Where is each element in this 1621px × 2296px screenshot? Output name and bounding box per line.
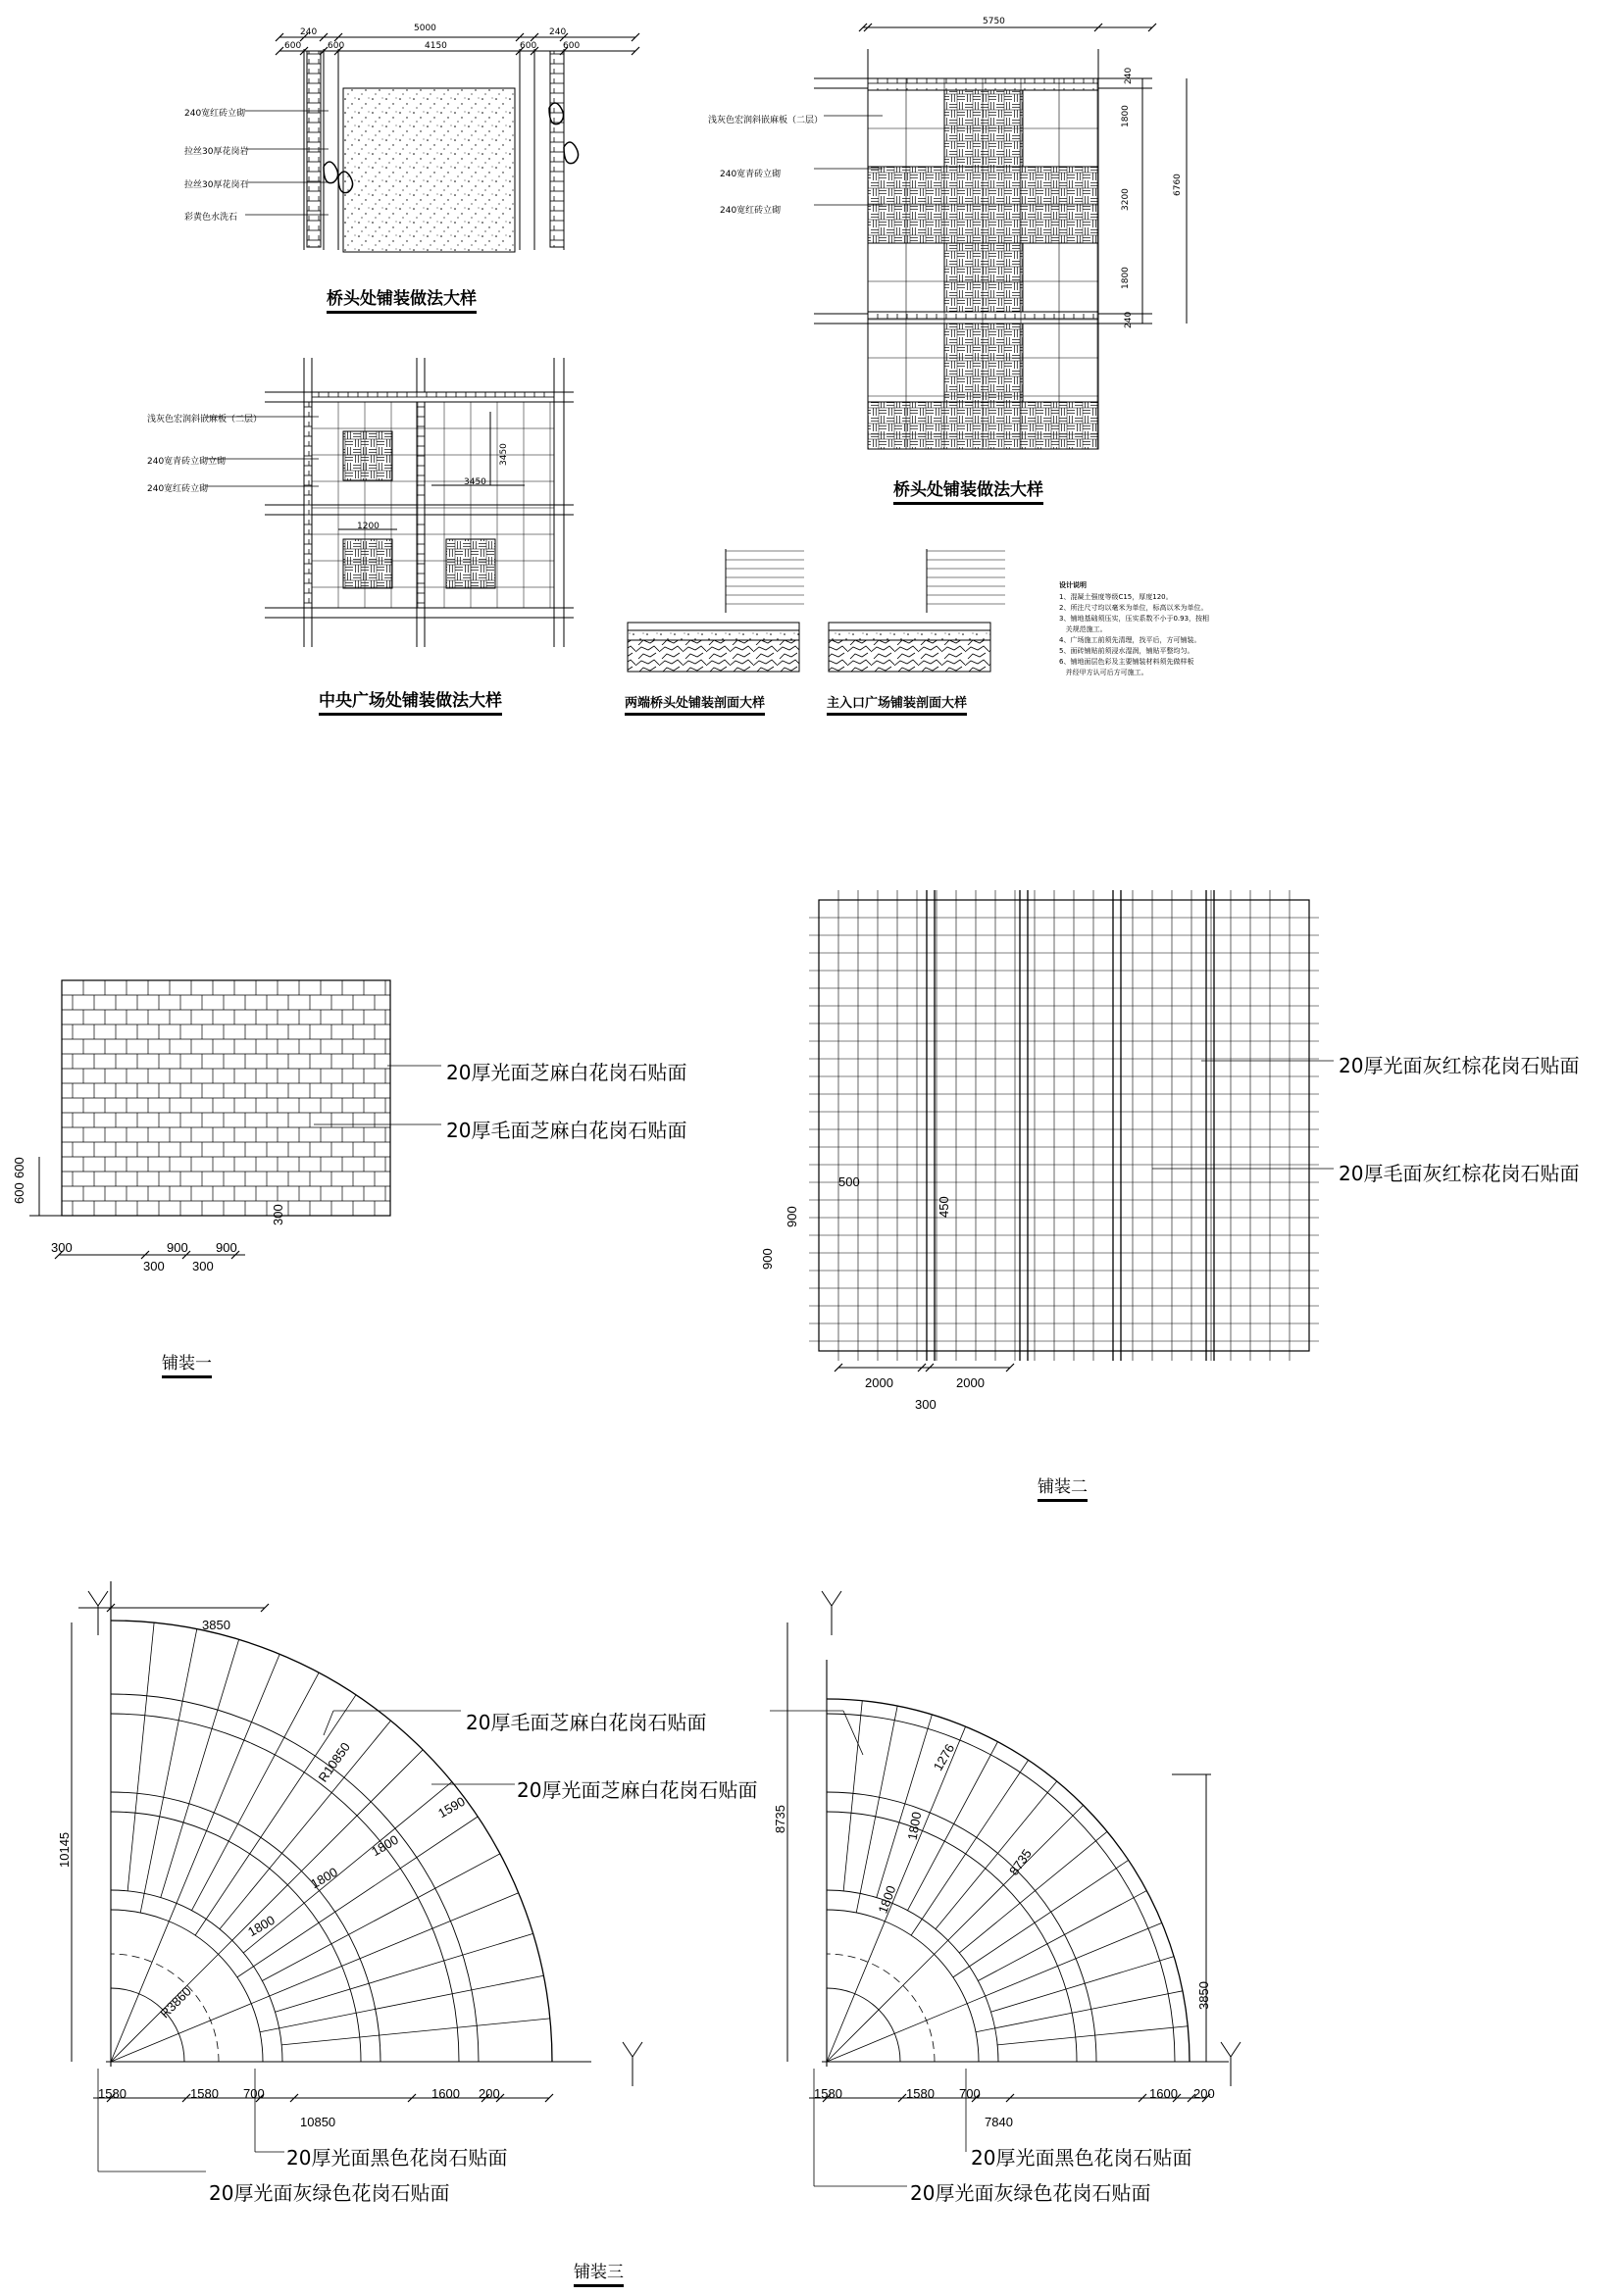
pattern1-dim-v600a: 600 (12, 1182, 26, 1204)
detail-a-dim-600a: 600 (284, 41, 302, 51)
pattern1-dim-h300b: 300 (143, 1259, 165, 1273)
pattern1-title: 铺装一 (162, 1349, 212, 1378)
pattern3-right-fan-ray (843, 1701, 862, 1891)
pattern1-dim-h300a: 300 (51, 1240, 73, 1255)
pattern3-left-fan-ray (220, 1721, 390, 1929)
detail-title-section-bridge: 两端桥头处铺装剖面大样 (625, 692, 765, 716)
pattern1-dim-h300c: 300 (192, 1259, 214, 1273)
design-notes-line-7: 6、铺地面层色彩及主要铺装材料须先做样板 (1059, 658, 1194, 666)
shrub-icon (564, 142, 579, 164)
section-rubble (829, 640, 990, 672)
detail-c-dim-3450h: 3450 (464, 477, 486, 487)
design-notes-line-1: 1、混凝土强度等级C15，厚度120。 (1059, 593, 1173, 601)
p3-right-dim-height: 8735 (773, 1805, 787, 1833)
detail-a-dim-600c: 600 (520, 41, 537, 51)
p3-left-dim-total: 10850 (300, 2115, 336, 2129)
detail-a-label-1: 240宽红砖立砌 (184, 109, 246, 119)
detail-c-label-3: 240宽红砖立砌 (147, 484, 209, 494)
detail-c-label-1: 浅灰色宏润斜嵌麻板（二层） (147, 415, 263, 424)
pattern1-label-polished: 20厚光面芝麻白花岗石贴面 (446, 1061, 687, 1084)
pattern3-label-polished: 20厚光面芝麻白花岗石贴面 (517, 1778, 758, 1802)
p3-left-dim-b3: 700 (243, 2086, 265, 2101)
detail-a-label-4: 彩黄色水洗石 (184, 213, 238, 223)
pattern3-left-fan-ray (161, 1639, 239, 1897)
detail-title-bridge-head-1: 桥头处铺装做法大样 (327, 284, 477, 314)
section-base (829, 630, 990, 640)
pattern3-right-fan-ray (877, 1715, 933, 1898)
detail-c-dim-1200: 1200 (357, 522, 380, 531)
north-arrow-icon (623, 2042, 642, 2086)
detail-a-label-3: 拉丝30厚花岗石 (184, 180, 249, 190)
pattern3-right-fan-ray (976, 1991, 1183, 2032)
p3-left-dim-s1: 1800 (245, 1912, 278, 1940)
p3-left-dim-radius: R10850 (315, 1739, 353, 1785)
detail-b-bottom-weave (868, 402, 1098, 449)
pattern3-left-fan-ray (169, 1654, 279, 1922)
detail-a-dim-600b: 600 (328, 41, 345, 51)
detail-title-central-plaza: 中央广场处铺装做法大样 (319, 686, 502, 716)
design-notes-line-2: 2、所注尺寸均以毫米为单位，标高以米为单位。 (1059, 604, 1208, 612)
p3-right-dim-b2: 1580 (906, 2086, 935, 2101)
section-surface (628, 623, 799, 630)
detail-b-dim-240a: 240 (1124, 67, 1134, 84)
p3-right-dim-total: 7840 (985, 2115, 1013, 2129)
detail-b-dim-1800b: 1800 (1121, 267, 1131, 289)
p3-left-dim-top: 3850 (202, 1618, 230, 1632)
pattern1-dim-v300: 300 (271, 1204, 285, 1225)
pattern3-label-graygreen-left: 20厚光面灰绿色花岗石贴面 (209, 2181, 450, 2205)
pattern3-right-fan-ray (935, 1805, 1084, 1954)
p3-right-dim-rh: 3850 (1196, 1981, 1211, 2010)
p3-right-dim-b3: 700 (959, 2086, 981, 2101)
pattern2-dim-300: 300 (915, 1397, 937, 1412)
detail-c-label-2: 240宽青砖立砌立砌 (147, 457, 227, 467)
pattern2-label-polished: 20厚光面灰红棕花岗石贴面 (1339, 1054, 1580, 1077)
design-notes-line-5: 4、广场施工前须先清理，找平后，方可铺装。 (1059, 636, 1201, 644)
pattern3-label-rough: 20厚毛面芝麻白花岗石贴面 (466, 1711, 707, 1734)
detail-b-dim-1800a: 1800 (1121, 105, 1131, 127)
pattern2-dim-900b: 900 (760, 1248, 775, 1270)
p3-left-dim-b5: 200 (479, 2086, 500, 2101)
pattern1-label-rough: 20厚毛面芝麻白花岗石贴面 (446, 1119, 687, 1142)
detail-a-dim-240-left: 240 (300, 27, 318, 37)
detail-b-lower-vertical (944, 324, 1023, 402)
detail-c-dim-3450v: 3450 (499, 443, 509, 466)
pattern1-dim-h900b: 900 (216, 1240, 237, 1255)
p3-right-dim-s1: 1276 (930, 1741, 958, 1773)
pattern3-label-graygreen-right: 20厚光面灰绿色花岗石贴面 (910, 2181, 1151, 2205)
detail-c-weave-1 (343, 431, 392, 480)
detail-title-bridge-head-2: 桥头处铺装做法大样 (893, 475, 1043, 505)
pattern3-right-fan-ray (990, 1957, 1174, 2013)
p3-left-dim-height: 10145 (57, 1831, 72, 1868)
detail-b-label-1: 浅灰色宏润斜嵌麻板（二层） (708, 116, 824, 125)
detail-b-top-brick (868, 78, 1098, 90)
pattern2-dim-500: 500 (838, 1174, 860, 1189)
north-arrow-icon (822, 1591, 841, 1635)
pattern1-dim-h900a: 900 (167, 1240, 188, 1255)
p3-left-dim-s3: 1800 (369, 1831, 401, 1860)
north-arrow-icon (88, 1591, 108, 1635)
pattern3-left-fan-inner-ray (111, 1922, 169, 2062)
detail-a-speckled-core (343, 88, 515, 252)
section-base (628, 630, 799, 640)
section-surface (829, 623, 990, 630)
pattern2-dim-450: 450 (937, 1196, 951, 1218)
p3-right-dim-b4: 1600 (1149, 2086, 1178, 2101)
pattern3-left-fan-ray (251, 1893, 519, 2004)
detail-a-dim-total: 5000 (414, 24, 436, 33)
pattern3-right-fan-ray (997, 2026, 1188, 2045)
detail-b-mid-brick (868, 312, 1098, 324)
p3-left-dim-b4: 1600 (431, 2086, 460, 2101)
detail-title-section-entrance: 主入口广场铺装剖面大样 (827, 692, 967, 716)
p3-right-dim-radius: 8735 (1006, 1846, 1035, 1878)
p3-left-dim-b1: 1580 (98, 2086, 127, 2101)
design-notes-line-3: 3、铺地基础须压实，压实系数不小于0.93，按相 (1059, 615, 1210, 623)
p3-leader (324, 1711, 333, 1735)
pattern3-label-black-left: 20厚光面黑色花岗石贴面 (286, 2146, 508, 2170)
p3-right-dim-s2: 1800 (904, 1810, 925, 1842)
pattern3-right-fan-ray (959, 1831, 1107, 1953)
p3-right-dim-s3: 1800 (875, 1883, 899, 1916)
detail-a-dim-240-right: 240 (549, 27, 567, 37)
detail-b-dim-top: 5750 (983, 17, 1005, 26)
pattern3-left-fan-ray (243, 1782, 452, 1953)
pattern3-right-fan-inner-ray (827, 1922, 885, 2062)
detail-b-label-2: 240宽青砖立砌 (720, 170, 782, 179)
p3-left-dim-s2: 1800 (308, 1864, 340, 1892)
p3-right-dim-b5: 200 (1193, 2086, 1215, 2101)
pattern2-title: 铺装二 (1038, 1472, 1088, 1502)
design-notes-line-6: 5、面砖铺贴前须浸水湿润，铺贴平整均匀。 (1059, 647, 1194, 655)
pattern2-dim-2000b: 2000 (956, 1375, 985, 1390)
p3-left-dim-s4: 1590 (435, 1793, 468, 1822)
detail-c-left-brick (304, 402, 312, 608)
p3-left-dim-b2: 1580 (190, 2086, 219, 2101)
pattern3-label-black-right: 20厚光面黑色花岗石贴面 (971, 2146, 1192, 2170)
pattern3-right-fan-ray (911, 1760, 1028, 1935)
pattern3-right-fan-inner-ray (827, 1954, 935, 2062)
pattern3-left-fan-inner-ray (111, 2004, 251, 2062)
pattern2-dim-2000a: 2000 (865, 1375, 893, 1390)
pattern2-border (819, 900, 1309, 1351)
pattern3-left-fan-ray (127, 1622, 154, 1891)
p3-right-dim-b1: 1580 (814, 2086, 842, 2101)
design-notes-title: 设计说明 (1059, 581, 1087, 589)
pattern3-right-fan-inner-ray (827, 2004, 967, 2062)
pattern2-label-rough: 20厚毛面灰红棕花岗石贴面 (1339, 1162, 1580, 1185)
pattern3-left-fan-ray (281, 2019, 550, 2045)
pattern1-dim-v600b: 600 (12, 1157, 26, 1178)
north-arrow-icon (1221, 2042, 1241, 2086)
detail-b-dim-3200: 3200 (1121, 188, 1131, 211)
detail-c-top-brick (312, 392, 554, 402)
pattern2-dim-900a: 900 (785, 1206, 799, 1227)
detail-c-weave-2 (343, 539, 392, 588)
pattern3-left-fan-ray (275, 1933, 532, 2012)
detail-a-brick-right (550, 51, 564, 247)
pattern3-right-fan-ray (936, 1781, 1057, 1929)
detail-a-dim-4150: 4150 (425, 41, 447, 51)
design-notes-line-8: 并经甲方认可后方可施工。 (1059, 669, 1148, 676)
detail-a-dim-600d: 600 (563, 41, 581, 51)
p3-left-dim-rinner: R3860 (157, 1983, 195, 2021)
detail-b-label-3: 240宽红砖立砌 (720, 206, 782, 216)
detail-b-dim-right: 6760 (1173, 174, 1183, 196)
p3-right-leader (843, 1711, 863, 1755)
detail-a-label-2: 拉丝30厚花岗岩 (184, 147, 249, 157)
pattern3-title: 铺装三 (574, 2258, 624, 2287)
design-notes-line-4: 关规范施工。 (1059, 625, 1107, 633)
pattern3-right-fan-ray (856, 1706, 899, 1916)
detail-b-dim-240b: 240 (1124, 311, 1134, 328)
pattern3-right-fan-ray (953, 1860, 1129, 1976)
section-rubble (628, 640, 799, 672)
shrub-icon (324, 162, 338, 183)
